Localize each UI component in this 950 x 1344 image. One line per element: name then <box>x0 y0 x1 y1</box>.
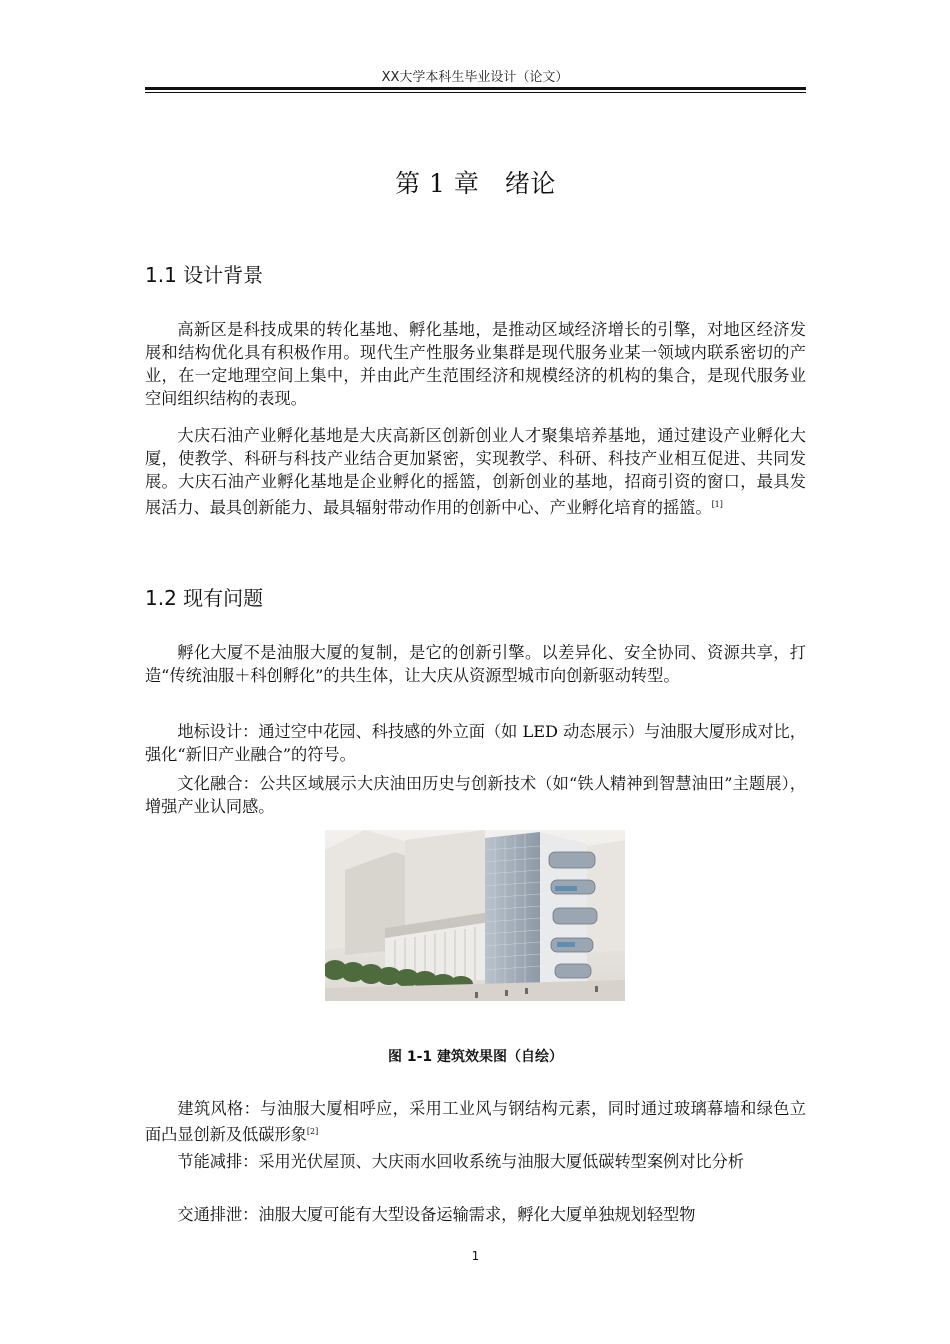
header-rule-thin <box>145 92 806 93</box>
paragraph-landmark: 地标设计：通过空中花园、科技感的外立面（如 LED 动态展示）与油服大厦形成对比，强化“新旧产业融合”的符号。 <box>145 722 806 764</box>
building-rendering-image <box>325 830 625 1001</box>
paragraph-culture: 文化融合：公共区域展示大庆油田历史与创新技术（如“铁人精神到智慧油田”主题展），增强产业认同感。 <box>145 774 806 816</box>
header-rule-thick <box>145 87 806 90</box>
paragraph-traffic: 交通排泄：油服大厦可能有大型设备运输需求，孵化大厦单独规划轻型物 <box>177 1205 696 1224</box>
running-header: XX大学本科生毕业设计（论文） <box>381 70 569 85</box>
figure-caption: 图 1-1 建筑效果图（自绘） <box>387 1049 564 1065</box>
page-number: 1 <box>471 1249 480 1263</box>
paragraph-problem-1: 孵化大厦不是油服大厦的复制，是它的创新引擎。以差异化、安全协同、资源共享，打造“传统油服＋科创孵化”的共生体，让大庆从资源型城市向创新驱动转型。 <box>145 643 806 685</box>
paragraph-architecture-style: 建筑风格：与油服大厦相呼应，采用工业风与钢结构元素，同时通过玻璃幕墙和绿色立面凸显创新及低碳形象[2] <box>145 1099 806 1144</box>
section-heading-1-2: 1.2 现有问题 <box>145 586 264 610</box>
paragraph-energy-saving: 节能减排：采用光伏屋顶、大庆雨水回收系统与油服大厦低碳转型案例对比分析 <box>177 1152 744 1171</box>
paragraph-background-1: 高新区是科技成果的转化基地、孵化基地，是推动区域经济增长的引擎，对地区经济发展和结构优化具有积极作用。现代生产性服务业集群是现代服务业某一领域内联系密切的产业，在一定地理空间上集中，并由此产生范围经济和规模经济的机构的集合，是现代服务业空间组织结构的表现。 <box>145 320 806 408</box>
chapter-title: 第 1 章 绪论 <box>395 169 556 198</box>
paragraph-background-2: 大庆石油产业孵化基地是大庆高新区创新创业人才聚集培养基地，通过建设产业孵化大厦，使教学、科研与科技产业结合更加紧密，实现教学、科研、科技产业相互促进、共同发展。大庆石油产业孵化基地是企业孵化的摇篮，创新创业的基地，招商引资的窗口，最具发展活力、最具创新能力、最具辐射带动作用的创新中心、产业孵化培育的摇篮。[1] <box>145 426 806 517</box>
section-heading-1-1: 1.1 设计背景 <box>145 263 264 287</box>
citation-ref: [2] <box>306 1127 319 1136</box>
citation-ref: [1] <box>711 500 723 509</box>
